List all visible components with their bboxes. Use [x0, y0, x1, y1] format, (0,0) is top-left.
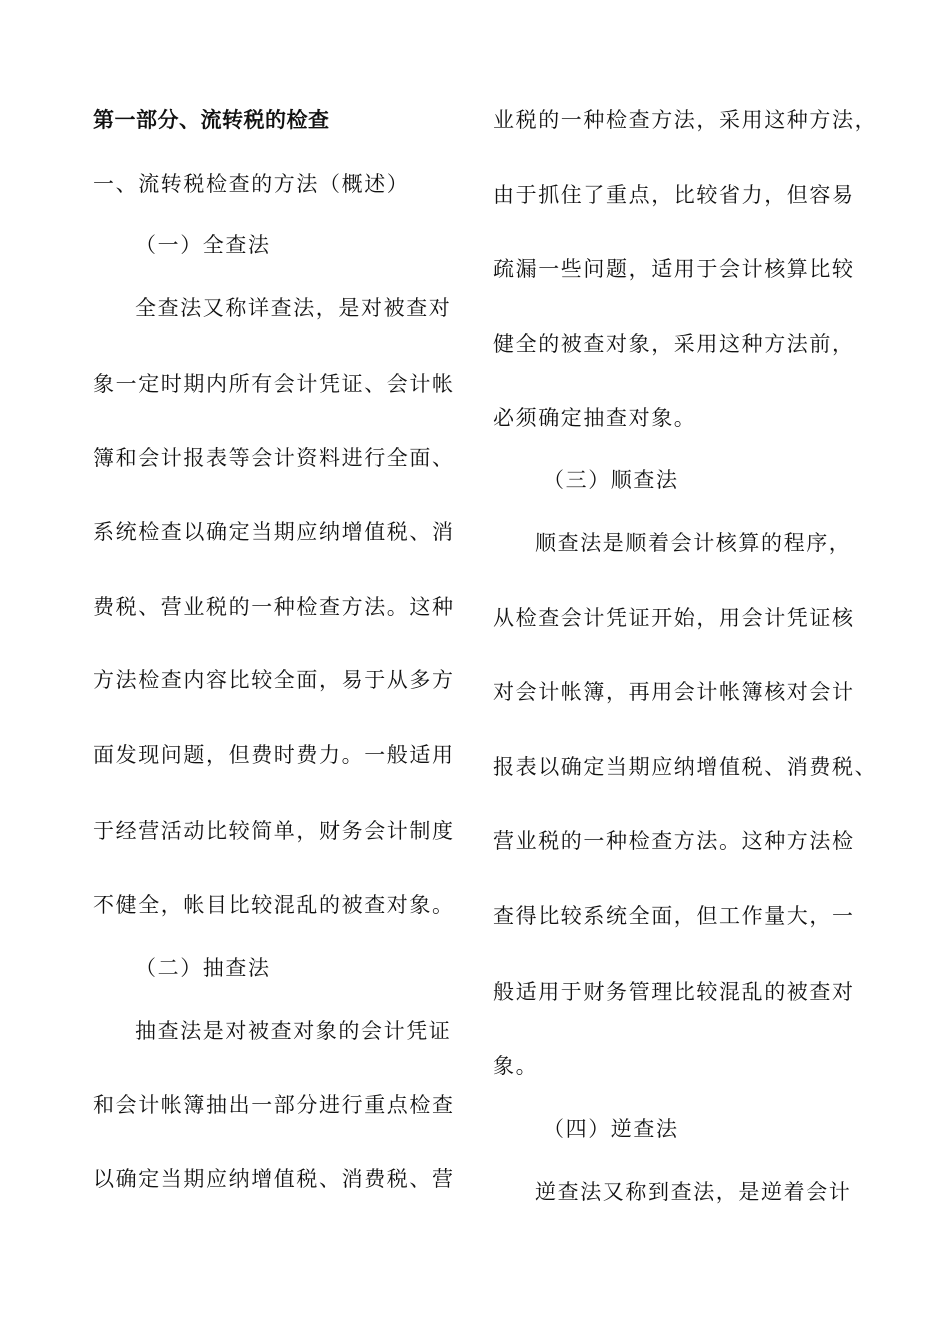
- paragraph-line: 簿和会计报表等会计资料进行全面、: [93, 446, 455, 470]
- paragraph-line: 由于抓住了重点，比较省力，但容易: [493, 183, 855, 207]
- paragraph-line: 报表以确定当期应纳增值税、消费税、: [493, 755, 878, 779]
- paragraph-line: 般适用于财务管理比较混乱的被查对: [493, 980, 855, 1004]
- paragraph-line: 营业税的一种检查方法。这种方法检: [493, 829, 855, 853]
- section-heading: 一、流转税检查的方法（概述）: [93, 172, 410, 196]
- paragraph-line: 不健全，帐目比较混乱的被查对象。: [93, 893, 455, 917]
- subheading-sample-check: （二）抽查法: [135, 956, 271, 980]
- part-title: 第一部分、流转税的检查: [93, 108, 330, 132]
- subheading-reverse-check: （四）逆查法: [543, 1117, 679, 1141]
- paragraph-line: 全查法又称详查法，是对被查对: [135, 296, 452, 320]
- subheading-forward-check: （三）顺查法: [543, 468, 679, 492]
- paragraph-line: 以确定当期应纳增值税、消费税、营: [93, 1167, 455, 1191]
- paragraph-line: 从检查会计凭证开始，用会计凭证核: [493, 606, 855, 630]
- paragraph-line: 健全的被查对象，采用这种方法前，: [493, 332, 855, 356]
- paragraph-line: 和会计帐簿抽出一部分进行重点检查: [93, 1093, 455, 1117]
- paragraph-line: 费税、营业税的一种检查方法。这种: [93, 595, 455, 619]
- paragraph-line: 查得比较系统全面，但工作量大，一: [493, 904, 855, 928]
- paragraph-line: 面发现问题，但费时费力。一般适用: [93, 743, 455, 767]
- paragraph-line: 系统检查以确定当期应纳增值税、消: [93, 520, 455, 544]
- paragraph-line: 业税的一种检查方法，采用这种方法，: [493, 108, 878, 132]
- paragraph-line: 象一定时期内所有会计凭证、会计帐: [93, 372, 455, 396]
- paragraph-line: 必须确定抽查对象。: [493, 406, 697, 430]
- paragraph-line: 疏漏一些问题，适用于会计核算比较: [493, 257, 855, 281]
- paragraph-line: 逆查法又称到查法，是逆着会计: [535, 1180, 852, 1204]
- paragraph-line: 对会计帐簿，再用会计帐簿核对会计: [493, 680, 855, 704]
- paragraph-line: 象。: [493, 1054, 539, 1078]
- paragraph-line: 抽查法是对被查对象的会计凭证: [135, 1019, 452, 1043]
- paragraph-line: 方法检查内容比较全面，易于从多方: [93, 668, 455, 692]
- paragraph-line: 顺查法是顺着会计核算的程序，: [535, 531, 852, 555]
- subheading-full-check: （一）全查法: [135, 233, 271, 257]
- paragraph-line: 于经营活动比较简单，财务会计制度: [93, 819, 455, 843]
